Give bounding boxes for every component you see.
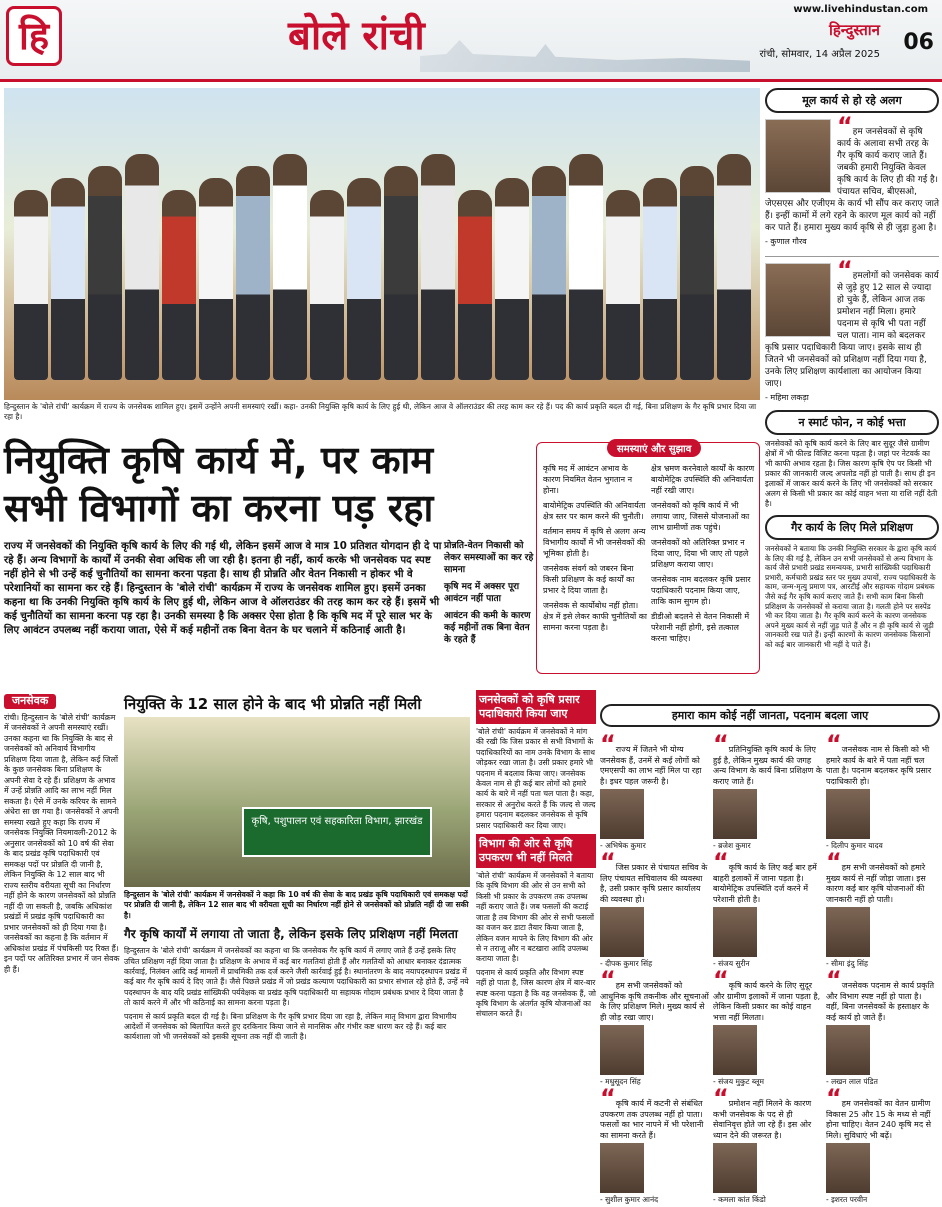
person-silhouette xyxy=(51,178,85,380)
opinion-author: - अभिषेक कुमार xyxy=(600,841,646,850)
opinion-author: - सीमा इंदु सिंह xyxy=(826,959,868,968)
opinion-text: हम जनसेवकों का वेतन ग्रामीण विकास 25 और 15 के मध्य से नहीं होना चाहिए। वेतन 240 कृषि मद से मिले। सुविधाएं भी बढ़ें। xyxy=(826,1099,932,1140)
sidebar-heading-3: गैर कार्य के लिए मिले प्रशिक्षण xyxy=(765,515,939,540)
opinion-cell xyxy=(713,730,823,853)
opinion-text: राज्य में जितने भी योग्य जनसेवक हैं, उनमें से कई लोगों को एमएसपी का लाभ नहीं मिल पा रहा है। इधर पहल जरूरी है। xyxy=(600,745,702,786)
hindustan-logo[interactable]: हि xyxy=(6,6,62,66)
quote-mark-icon: “ xyxy=(837,256,853,284)
right-heading-2: विभाग की ओर से कृषि उपकरण भी नहीं मिलते xyxy=(476,834,596,868)
grid-heading: हमारा काम कोई नहीं जानता, पदनाम बदला जाए xyxy=(600,704,940,727)
person-silhouette xyxy=(532,166,566,380)
person-silhouette xyxy=(273,154,307,380)
opinion-text: हम सभी जनसेवकों को हमारे मुख्य कार्य से नहीं जोड़ा जाता। इस कारण कई बार कृषि योजनाओं की जानकारी नहीं हो पाती। xyxy=(826,863,926,904)
bullet-item: आवंटन की कमी के कारण कई महीनों तक बिना वेतन के रहते हैं xyxy=(444,611,531,645)
sidebar-heading-2: न स्मार्ट फोन, न कोई भत्ता xyxy=(765,410,939,435)
site-url[interactable]: www.livehindustan.com xyxy=(793,4,928,15)
right-text-2: 'बोले रांची' कार्यक्रम में जनसेवकों ने बताया कि कृषि विभाग की ओर से उन सभी को किसी भी प्रकार के उपकरण तक उपलब्ध नहीं कराए जाते हैं। जब फसलों की कटाई जाता है तब विभाग की ओर से सभी फसलों का वजन कर डाटा तैयार किया जाता है, लेकिन वजन मापने के लिए विभाग की ओर से न तराजू और न बटखारा आदि उपलब्ध कराया जाता है। xyxy=(476,871,595,964)
portrait-photo xyxy=(826,1143,870,1193)
opinion-cell xyxy=(826,730,936,853)
story-heading: नियुक्ति के 12 साल होने के बाद भी प्रोन्नति नहीं मिली xyxy=(124,695,422,713)
quote-mark-icon: “ xyxy=(713,848,729,876)
quote-mark-icon: “ xyxy=(826,1084,842,1112)
opinion-author: - मधुसूदन सिंह xyxy=(600,1077,641,1086)
section-label: जनसेवक xyxy=(4,694,56,709)
suggestions-list: क्षेत्र भ्रमण करनेवाले कार्यों के कारण बायोमेट्रिक उपस्थिति की अनिवार्यता नहीं रखी जाए। जनसेवकों को कृषि कार्य में भी लगाया जाए, जिससे योजनाओं का लाभ ग्रामीणों तक पहुंचे। जनसेवकों को अतिरिक्त प्रभार न दिया जाए, दिया भी जाए तो पहले प्रशिक्षण कराया जाए। जनसेवक नाम बदलकर कृषि प्रसार पदाधिकारी पदनाम किया जाए, ताकि काम सुगम हो। डीडीओ बदलने से वेतन निकासी में परेशानी नहीं होगी, इसे तत्काल करना चाहिए। xyxy=(651,464,755,643)
portrait-photo xyxy=(600,1143,644,1193)
sidebar-text-2: जनसेवकों को कृषि कार्य करने के लिए बार सुदूर जैसे ग्रामीण क्षेत्रों में भी फील्ड विजिट करना पड़ता है। जहां पर नेटवर्क का भी काफी अभाव रहता है। जिस कारण कृषि ऐप पर किसी भी प्रकार की जानकारी जल्द अपलोड नहीं हो पाती है। साथ ही इन इलाकों में जाकर कार्य करने के लिए भी जनसेवकों को सरकार अलग से किसी भी प्रकार का कोई वाहन भत्ता या राशि नहीं देती है। xyxy=(765,439,938,508)
portrait-photo xyxy=(765,119,831,193)
person-silhouette xyxy=(458,190,492,380)
quote-mark-icon: “ xyxy=(826,966,842,994)
jansevak-column: जनसेवक रांची। हिन्दुस्तान के 'बोले रांची' कार्यक्रम में जनसेवकों ने अपनी समस्याएं रखीं। उनका कहना था कि नियुक्ति के बाद से जनसेवकों को अनिवार्य विभागीय प्रशिक्षण दिया जाता है, लेकिन कई जिलों के कुछ जनसेवक बिना प्रशिक्षण के अपनी सेवा दे रहे हैं। प्रशिक्षण के अभाव में उन्हें प्रोन्नति आदि का लाभ नहीं मिल सकता है। ऐसे में उनके करियर के सामने अंधेरा सा छा गया है। जनसेवकों ने अपनी समस्या रखते हुए कहा कि राज्य में जनसेवक नियुक्ति नियमावली-2012 के अनुसार जनसेवकों को 10 वर्ष की सेवा के बाद प्रखंड कृषि पदाधिकारी एवं समकक्ष पदों पर प्रोन्नति दी जानी है, लेकिन नियुक्ति के 12 साल बाद भी राज्य स्तरीय वरीयता सूची का निर्धारण नहीं होने के कारण जनसेवकों को प्रोन्नति नहीं दी जा सकती है, जबकि अधिकांश प्रखंडों में प्रखंड कृषि पदाधिकारी का प्रभार जनसेवकों को ही दिया गया है। जनसेवकों का कहना है कि वर्तमान में अधिकांश प्रखंड में पंचकिसी पद रिक्त हैं। इन पदों पर अतिरिक्त प्रभार में जन सेवक ही हैं। xyxy=(4,694,120,974)
person-silhouette xyxy=(384,166,418,380)
opinion-author: - ब्रजेश कुमार xyxy=(713,841,751,850)
protest-caption: हिन्दुस्तान के 'बोले रांची' कार्यक्रम में जनसेवकों ने कहा कि 10 वर्ष की सेवा के बाद प्रखंड कृषि पदाधिकारी एवं समकक्ष पदों पर प्रोन्नति दी जानी है, लेकिन 12 साल बाद भी वरीयता सूची का निर्धारण नहीं होने से जनसेवकों को प्रोन्नति नहीं दी जा सकी है। xyxy=(124,890,469,920)
right-heading-1: जनसेवकों को कृषि प्रसार पदाधिकारी किया जाए xyxy=(476,690,596,724)
opinion-cell xyxy=(600,1084,710,1207)
opinion-text: जिस प्रकार से पंचायत सचिव के लिए पंचायत सचिवालय की व्यवस्था है, उसी प्रकार कृषि प्रसार कार्यालय की व्यवस्था हो। xyxy=(600,863,708,904)
quote-mark-icon: “ xyxy=(713,966,729,994)
person-silhouette xyxy=(125,154,159,380)
person-silhouette xyxy=(606,190,640,380)
portrait-photo xyxy=(600,1025,644,1075)
opinion-text: जनसेवक पदनाम से कार्य प्रकृति और विभाग स्पष्ट नहीं हो पाता है। वहीं, बिना जनसेवकों के हस्ताक्षर के कई कार्य हो जाते हैं। xyxy=(826,981,935,1022)
opinion-text: कृषि कार्य करने के लिए सुदूर और ग्रामीण इलाकों में जाना पड़ता है, लेकिन किसी प्रकार का कोई वाहन भत्ता नहीं मिलता। xyxy=(713,981,821,1022)
opinion-author: - संजय सुरीन xyxy=(713,959,750,968)
opinion-author: - लखन लाल पंडित xyxy=(826,1077,878,1086)
opinion-text: हम सभी जनसेवकों को आधुनिक कृषि तकनीक और सूचनाओं के लिए प्रशिक्षण मिले। मुख्य कार्य से ही जोड़ रखा जाए। xyxy=(600,981,709,1022)
person-silhouette xyxy=(199,178,233,380)
group-photo-caption: हिन्दुस्तान के 'बोले रांची' कार्यक्रम में राज्य के जनसेवक शामिल हुए। इसमें उन्होंने अपनी समस्याएं रखीं। कहा- उनकी नियुक्ति कृषि कार्य के लिए हुई थी, लेकिन आज वे ऑलराउंडर की तरह काम कर रहे हैं। पद की कार्य प्रकृति बदल दी गई, बिना प्रशिक्षण के गैर कृषि प्रभार दिया जा रहा है। xyxy=(4,402,757,421)
page-number: 06 xyxy=(903,30,934,55)
bullet-item: कृषि मद में अक्सर पूरा आवंटन नहीं पाता xyxy=(444,582,520,604)
person-silhouette xyxy=(717,154,751,380)
portrait-photo xyxy=(713,907,757,957)
story-subhead: गैर कृषि कार्यों में लगाया तो जाता है, लेकिन इसके लिए प्रशिक्षण नहीं मिलता xyxy=(124,927,458,942)
person-silhouette xyxy=(88,166,122,380)
opinion-text: कृषि कार्य के लिए कई बार हमें बाहरी इलाकों में जाना पड़ता है। बायोमेट्रिक उपस्थिति दर्ज करने में परेशानी होती है। xyxy=(713,863,817,904)
opinion-cell xyxy=(600,966,710,1089)
portrait-photo xyxy=(713,789,757,839)
opinion-author: - संजय मुकुट ब्लूम xyxy=(713,1077,765,1086)
opinion-cell xyxy=(826,848,936,971)
sidebar-quote-1: “हम जनसेवकों से कृषि कार्य के अलावा सभी तरह के गैर कृषि कार्य कराए जाते हैं। जबकी हमारी नियुक्ति केवल कृषि कार्य के लिए ही की गई है। पंचायत सचिव, बीएसओ, जेएसएस और एजीएम के कार्य भी सौंप कर कराए जाते हैं। इन्हीं कामों में लगे रहने के कारण मूल कार्य को नहीं कर पाते हैं। हमारा मुख्य कार्य कृषि से ही जुड़ा हुआ है। - कुणाल गौरव xyxy=(765,112,939,246)
opinion-author: - कमला कांत किंडो xyxy=(713,1195,766,1204)
main-headline: नियुक्ति कृषि कार्य में, पर काम सभी विभागों का करना पड़ रहा xyxy=(4,438,434,530)
quote-mark-icon: “ xyxy=(600,848,616,876)
sidebar-name-2: - महिमा लकड़ा xyxy=(765,393,809,402)
opinion-author: - सुशील कुमार आनंद xyxy=(600,1195,659,1204)
story-text: हिन्दुस्तान के 'बोले रांची' कार्यक्रम में जनसेवकों का कहना था कि जनसेवक गैर कृषि कार्य में लगाए जाते हैं उन्हें इसके लिए उचित प्रशिक्षण नहीं दिया जाता है। प्रशिक्षण के अभाव में कई बार गलतियां होती हैं और गलतियों को आधार बनाकर दंडात्मक कार्रवाई, निलंबन आदि कई मामलों में प्राथमिकी तक दर्ज करने जैसी कार्रवाई हुई है। स्थानांतरण के बाद नयापदस्थापन प्रखंड में कई बार गैर कृषि कार्य दे दिए जाते हैं। जैसे पिछले प्रखंड में जो प्रखंड कल्याण पदाधिकारी का प्रभार संभाल रहे होते हैं, उन्हें नये पदस्थापन के बाद यदि प्रखंड सांख्यिकी पर्यवेक्षक या प्रखंड कृषि पदाधिकारी या सहायक गोदाम प्रबंधक प्रभार दे दिया जाता है तो कार्य करने में और भी कठिनाई का सामना करना पड़ता है। xyxy=(124,946,469,1008)
portrait-photo xyxy=(826,789,870,839)
opinion-cell xyxy=(600,848,710,971)
problems-heading: समस्याएं और सुझाव xyxy=(607,439,701,457)
opinion-text: जनसेवक नाम से किसी को भी हमारे कार्य के बारे में पता नहीं चल पाता है। पदनाम बदलकर कृषि प्रसार पदाधिकारी हो। xyxy=(826,745,932,786)
right-text-3: पदनाम से कार्य प्रकृति और विभाग स्पष्ट नहीं हो पाता है, जिस कारण क्षेत्र में बार-बार स्पष्ट करना पड़ता है कि वह जनसेवक हैं, जो कृषि विभाग के अंतर्गत कृषि योजनाओं का संचालन करते हैं। xyxy=(476,967,596,1019)
opinion-author: - दीपक कुमार सिंह xyxy=(600,959,653,968)
portrait-photo xyxy=(600,907,644,957)
quote-mark-icon: “ xyxy=(600,730,616,758)
sidebar xyxy=(765,88,939,650)
opinion-cell xyxy=(600,730,710,853)
quote-mark-icon: “ xyxy=(713,730,729,758)
opinion-cell xyxy=(713,848,823,971)
opinion-cell xyxy=(826,1084,936,1207)
opinion-author: - दिलीप कुमार यादव xyxy=(826,841,883,850)
story-text-2: पदनाम से कार्य प्रकृति बदल दी गई है। बिना प्रशिक्षण के गैर कृषि प्रभार दिया जा रहा है, लेकिन मातृ विभाग द्वारा विभागीय आदेशों में जनसेवक को बिलापित करते हुए दरकिनार किया जाने से मानसिक और गंभीर कष्ट धारण कर रहे हैं। कई बार कार्यशाला जो भी जनसेवकों को इसकी सूचना तक नहीं दी जाती है। xyxy=(124,1011,457,1042)
lead-paragraph: राज्य में जनसेवकों की नियुक्ति कृषि कार्य के लिए की गई थी, लेकिन इसमें आज वे मात्र 10 प्रतिशत योगदान ही दे पा रहे हैं। अन्य विभागों के कार्यों में उनकी सेवा अधिक ली जा रही है। इतना ही नहीं, कार्य करके भी जनसेवक पद स्पष्ट नहीं होने से भी उन्हें कई चुनौतियों का सामना करना पड़ता है। साथ ही प्रोन्नति और वेतन निकासी न होकर भी वे परेशानियों का सामना कर रहे हैं। हिन्दुस्तान के 'बोले रांची' कार्यक्रम में राज्य के जनसेवक शामिल हुए। इसमें उनका कहना था कि उनकी नियुक्ति कृषि कार्य के लिए हुई थी, लेकिन आज वे ऑलराउंडर की तरह काम कर रहे हैं। इसमें भी कई चुनौतियों का सामना करना पड़ रहा है। उनकी समस्या है कि अक्सर ऐसा होता है कि कृषि मद में पूरे साल भर के लिए आवंटन उपलब्ध नहीं कराया जाता, ऐसे में कई महीनों तक बिना वेतन के घर चलाने में कठिनाई आती है। xyxy=(4,541,442,636)
portrait-photo xyxy=(826,1025,870,1075)
middle-story xyxy=(124,694,470,1043)
quote-mark-icon: “ xyxy=(826,730,842,758)
person-silhouette xyxy=(347,178,381,380)
person-silhouette xyxy=(680,166,714,380)
opinion-author: - इशरत परवीन xyxy=(826,1195,868,1204)
person-silhouette xyxy=(14,190,48,380)
portrait-photo xyxy=(765,263,831,337)
lead-bullets xyxy=(444,540,534,651)
opinion-text: प्रतिनियुक्ति कृषि कार्य के लिए हुई है, लेकिन मुख्य कार्य की जगह अन्य विभाग के कार्य बिना प्रशिक्षण के कराए जाते हैं। xyxy=(713,745,822,786)
opinion-text: कृषि कार्य में कटनी से संबंधित उपकरण तक उपलब्ध नहीं हो पाता। फसलों का भार नापने में भी परेशानी का सामना करते हैं। xyxy=(600,1099,704,1140)
sidebar-heading-1: मूल कार्य से हो रहे अलग xyxy=(765,88,939,113)
protest-photo xyxy=(124,717,470,887)
masthead-bar xyxy=(0,0,942,82)
person-silhouette xyxy=(236,166,270,380)
person-silhouette xyxy=(421,154,455,380)
person-silhouette xyxy=(643,178,677,380)
department-banner: कृषि, पशुपालन एवं सहकारिता विभाग, झारखंड xyxy=(242,807,432,857)
problems-list: कृषि मद में आवंटन अभाव के कारण नियमित वेतन भुगतान न होना। बायोमेट्रिक उपस्थिति की अनिवार्यता क्षेत्र स्तर पर काम करने की चुनौती। वर्तमान समय में कृषि से अलग अन्य विभागीय कार्यों में भी जनसेवकों की भूमिका होती है। जनसेवक संवर्ग को जबरन बिना किसी प्रशिक्षण के कई कार्यों का प्रभार दे दिया जाता है। जनसेवक से कार्योबोध नहीं होता। क्षेत्र में इसे लेकर काफी चुनौतियों का सामना करना पड़ता है। xyxy=(543,464,647,632)
quote-mark-icon: “ xyxy=(826,848,842,876)
masthead-title: बोले रांची xyxy=(288,13,425,59)
sidebar-name-1: - कुणाल गौरव xyxy=(765,237,807,246)
city-skyline-illustration xyxy=(420,32,750,72)
portrait-photo xyxy=(826,907,870,957)
person-silhouette xyxy=(569,154,603,380)
person-silhouette xyxy=(310,190,344,380)
opinion-cell xyxy=(826,966,936,1089)
quote-mark-icon: “ xyxy=(600,1084,616,1112)
dateline: रांची, सोमवार, 14 अप्रैल 2025 xyxy=(759,49,880,60)
group-photo xyxy=(4,88,760,400)
opinion-cell xyxy=(713,1084,823,1207)
right-text-1: 'बोले रांची' कार्यक्रम में जनसेवकों ने मांग की रखी कि जिस प्रकार से सभी विभागों के पदाधिकारियों का नाम उनके विभाग के साथ जोड़कर रखा जाता है। उसी प्रकार हमारे भी पदनाम में बदलाव किया जाए। जनसेवक केवल नाम से ही कई बार लोगों को हमारे कार्य के बारे में नहीं पता चल पाता है। कहा, सरकार से अनुरोध करते हैं कि जल्द से जल्द हमारा पदनाम बदलकर जनसेवक से कृषि प्रसार पदाधिकारी कर दिया जाए। xyxy=(476,727,596,830)
brand-name: हिन्दुस्तान xyxy=(828,21,880,39)
quote-mark-icon: “ xyxy=(713,1084,729,1112)
quote-mark-icon: “ xyxy=(600,966,616,994)
opinion-text: प्रमोशन नहीं मिलने के कारण कभी जनसेवक के पद से ही सेवानिवृत्त होते जा रहे हैं। इस ओर ध्यान देने की जरूरत है। xyxy=(713,1099,812,1140)
portrait-photo xyxy=(713,1143,757,1193)
opinion-grid xyxy=(600,704,940,1205)
problems-suggestions-box xyxy=(536,442,760,674)
portrait-photo xyxy=(713,1025,757,1075)
sidebar-quote-2: “हमलोगों को जनसेवक कार्य से जुड़े हुए 12 साल से ज्यादा हो चुके हैं, लेकिन आज तक प्रमोशन नहीं मिला। हमारे पदनाम से कृषि भी पता नहीं चल पाता। नाम को बदलकर कृषि प्रसार पदाधिकारी किया जाए। इसके साथ ही जितने भी जनसेवकों को प्रशिक्षण नहीं दिया गया है, उनके लिए प्रशिक्षण कार्यशाला का आयोजन किया जाए। - महिमा लकड़ा xyxy=(765,256,939,402)
person-silhouette xyxy=(162,190,196,380)
person-silhouette xyxy=(495,178,529,380)
right-story-column xyxy=(476,690,596,1020)
sidebar-text-3: जनसेवकों ने बताया कि उनकी नियुक्ति सरकार के द्वारा कृषि कार्य के लिए की गई है, लेकिन उन सभी जनसेवकों से अन्य विभाग के कार्य जैसे प्रभारी प्रखंड समन्वयक, प्रभारी सांख्यिकी पदाधिकारी प्रभारी, कर्मचारी प्रखंड स्तर पर मुख्य उपायों, राज्य पदाधिकारी के काम, जन्म-मृत्यु प्रमाण पत्र, आरटीई और सहायक गोदाम प्रबंधक जैसे कई गैर कृषि कार्य कराए जाते हैं। सभी काम बिना किसी प्रशिक्षण के जनसेवकों से कराया जाता है। गलती होने पर सस्पेंड भी कर दिया जाता है। गैर कृषि कार्य करने के कारण जनसेवक अपने मुख्य कार्य से नहीं जुड़ पाते हैं और न ही कृषि कार्य से जुड़ी जानकारी रख पाते हैं। इन्हीं कारणों के कारण जनसेवक किसानों को कई बार जानकारी भी नहीं दे पाते हैं। xyxy=(765,544,937,649)
bullet-item: प्रोन्नति-वेतन निकासी को लेकर समस्याओं का कर रहे सामना xyxy=(444,541,534,575)
quote-mark-icon: “ xyxy=(837,112,853,140)
portrait-photo xyxy=(600,789,644,839)
opinion-cell xyxy=(713,966,823,1089)
